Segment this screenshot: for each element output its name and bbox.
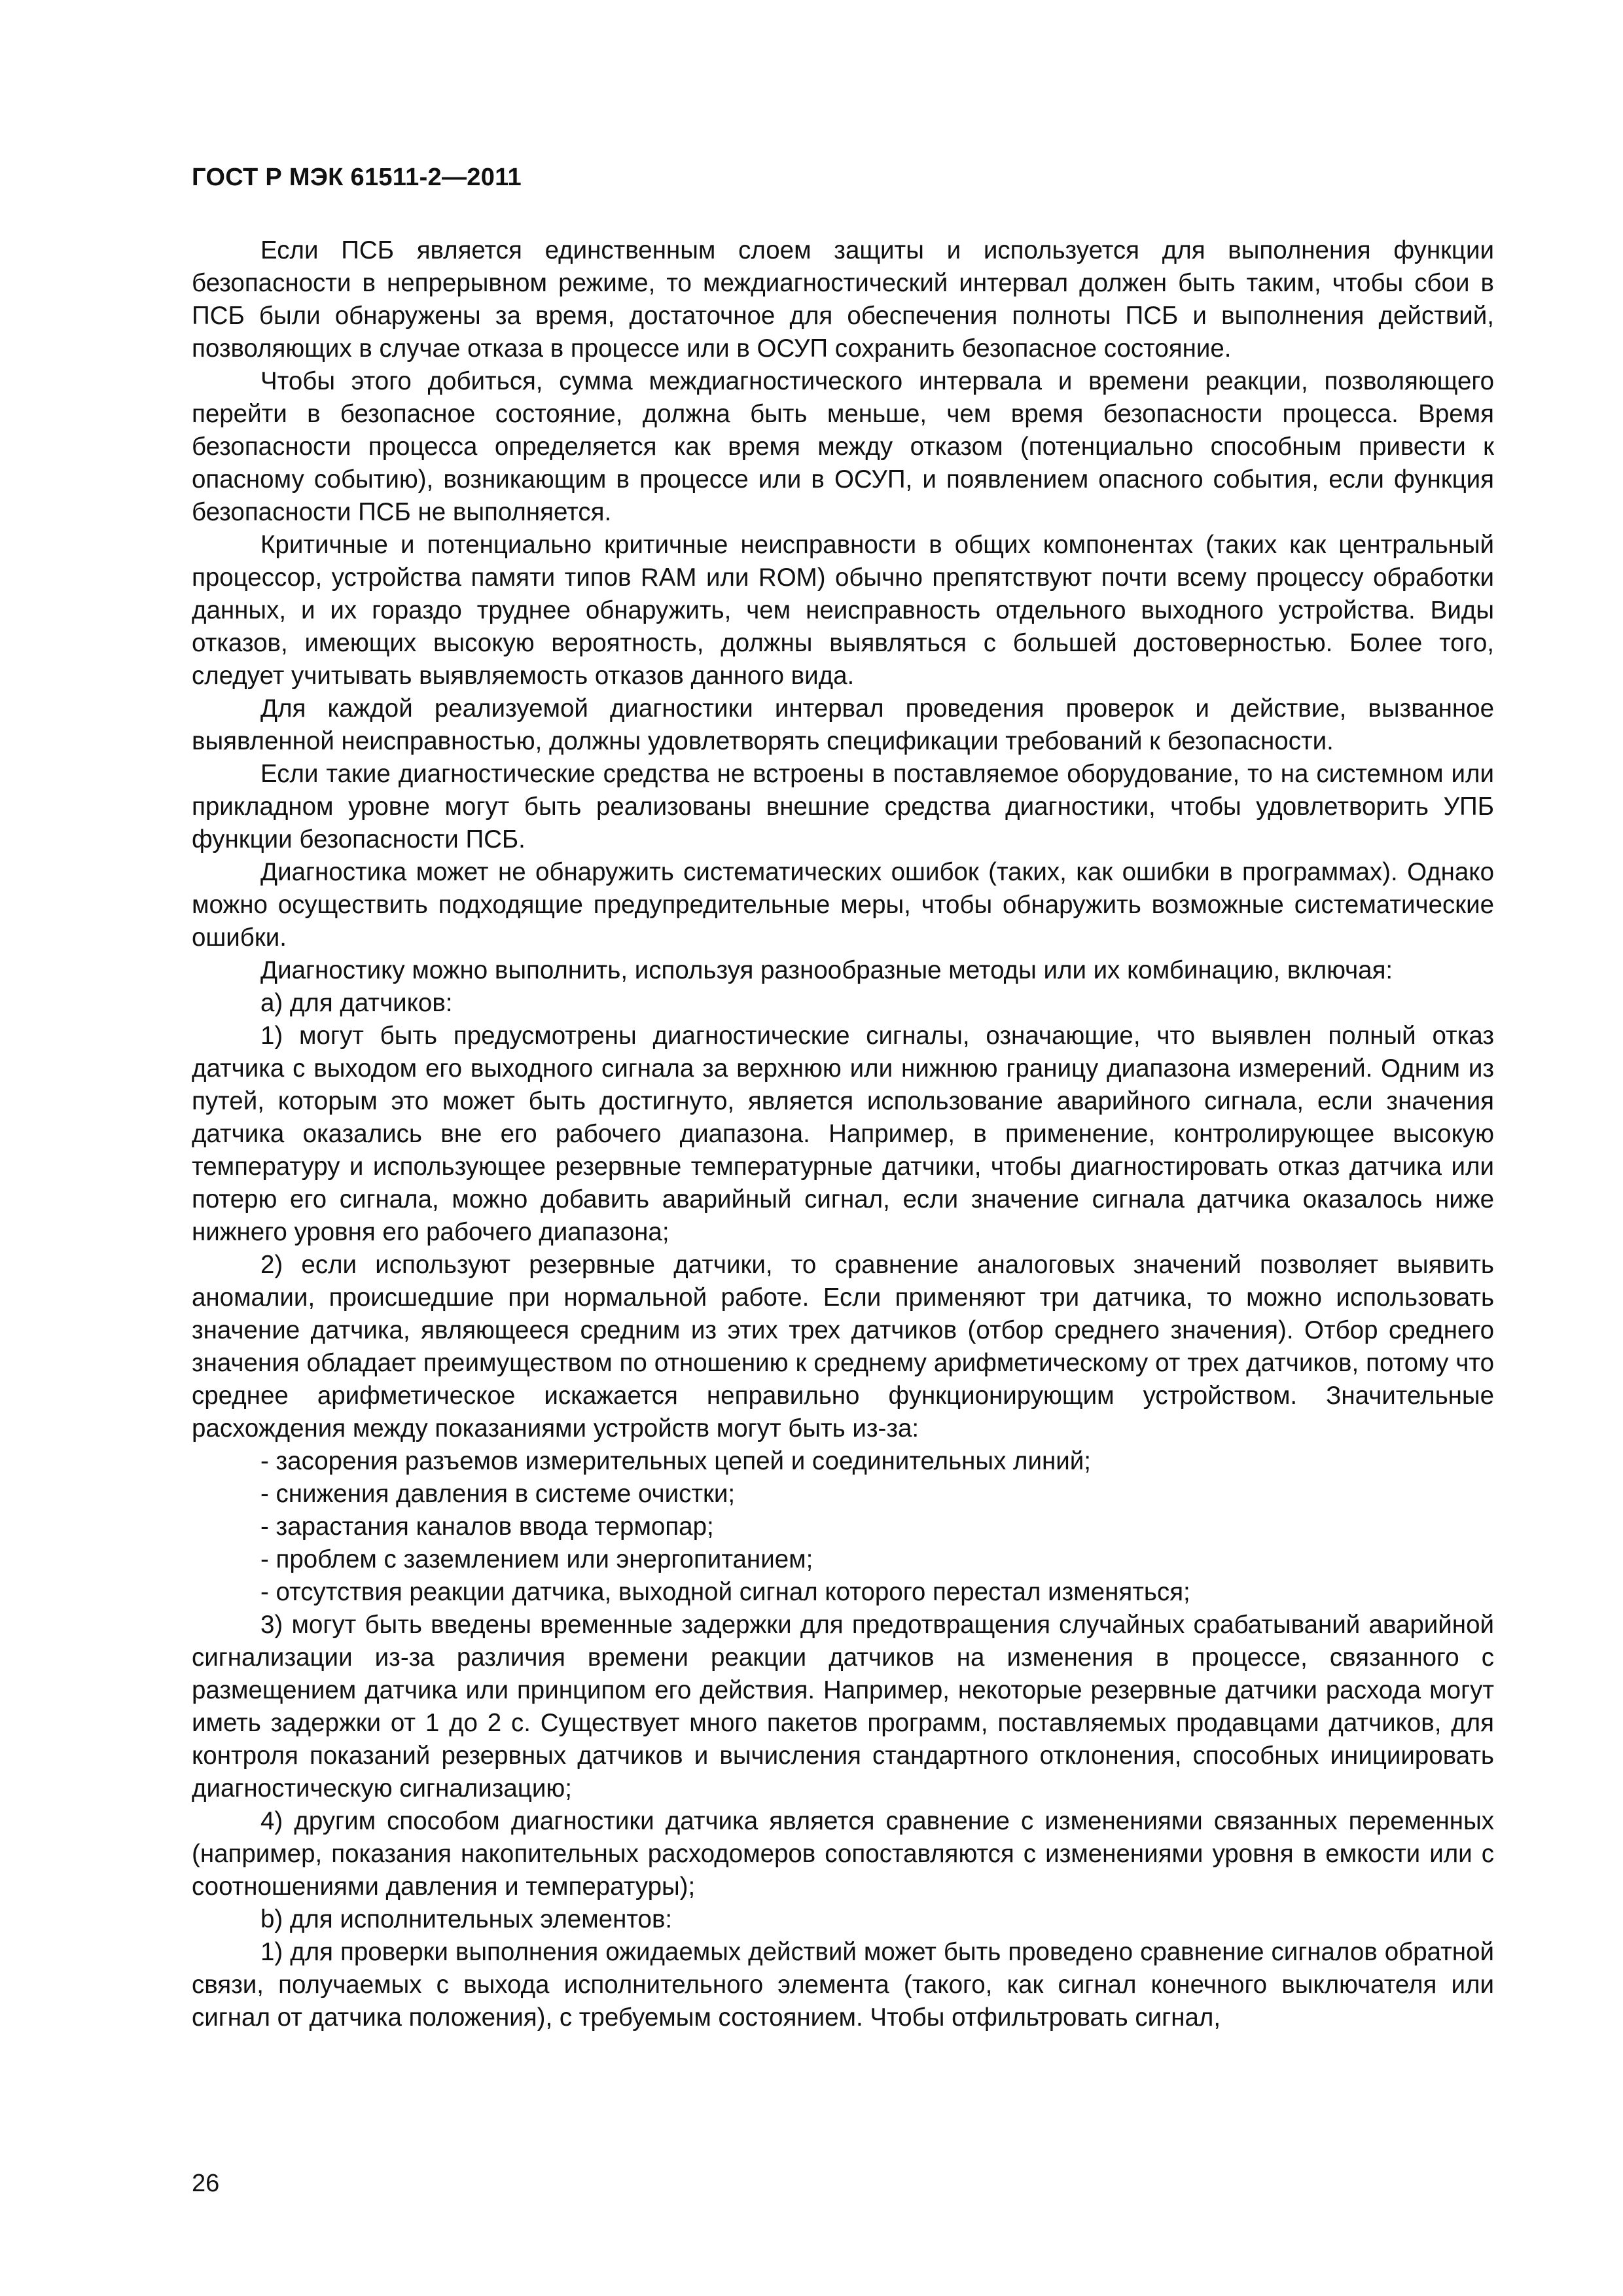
paragraph: Для каждой реализуемой диагностики интервал проведения проверок и действие, вызванное выявленной неисправностью, должны удовлетворять спецификации требований к безопасности.	[192, 694, 1494, 755]
bullet-item: - снижения давления в системе очистки;	[260, 1480, 736, 1508]
bullet-item: - проблем с заземлением или энергопитанием;	[260, 1545, 813, 1573]
paragraph: Диагностика может не обнаружить систематических ошибок (таких, как ошибки в программах). Однако можно осуществить подходящие предупредительные меры, чтобы обнаружить возможные систематические ошибки.	[192, 858, 1494, 952]
list-item: 1) для проверки выполнения ожидаемых действий может быть проведено сравнение сигналов обратной связи, получаемых с выхода исполнительного элемента (такого, как сигнал конечного выключателя или сигнал от датчика положения), с требуемым состоянием. Чтобы отфильтровать сигнал,	[192, 1938, 1494, 2032]
paragraph: Критичные и потенциально критичные неисправности в общих компонентах (таких как центральный процессор, устройства памяти типов RAM или ROM) обычно препятствуют почти всему процессу обработки данных, и их гораздо труднее обнаружить, чем неисправность отдельного выходного устройства. Виды отказов, имеющих высокую вероятность, должны выявляться с большей достоверностью. Более того, следует учитывать выявляемость отказов данного вида.	[192, 531, 1494, 690]
page-number: 26	[192, 2170, 220, 2197]
bullet-item: - отсутствия реакции датчика, выходной сигнал которого перестал изменяться;	[260, 1578, 1190, 1606]
list-heading: b) для исполнительных элементов:	[260, 1905, 673, 1933]
list-item: 4) другим способом диагностики датчика является сравнение с изменениями связанных переменных (например, показания накопительных расходомеров сопоставляются с изменениями уровня в емкости или с соотношениями давления и температуры);	[192, 1807, 1494, 1901]
bullet-item: - зарастания каналов ввода термопар;	[260, 1513, 714, 1541]
paragraph: Чтобы этого добиться, сумма междиагностического интервала и времени реакции, позволяющего перейти в безопасное состояние, должна быть меньше, чем время безопасности процесса. Время безопасности процесса определяется как время между отказом (потенциально способным привести к опасному событию), возникающим в процессе или в ОСУП, и появлением опасного события, если функция безопасности ПСБ не выполняется.	[192, 367, 1494, 526]
paragraph: Диагностику можно выполнить, используя разнообразные методы или их комбинацию, включая:	[260, 956, 1393, 984]
bullet-item: - засорения разъемов измерительных цепей и соединительных линий;	[260, 1447, 1091, 1475]
list-item: 3) могут быть введены временные задержки для предотвращения случайных срабатываний аварийной сигнализации из-за различия времени реакции датчиков на изменения в процессе, связанного с размещением датчика или принципом его действия. Например, некоторые резервные датчики расхода могут иметь задержки от 1 до 2 с. Существует много пакетов программ, поставляемых продавцами датчиков, для контроля показаний резервных датчиков и вычисления стандартного отклонения, способных инициировать диагностическую сигнализацию;	[192, 1611, 1494, 1803]
list-item: 1) могут быть предусмотрены диагностические сигналы, означающие, что выявлен полный отказ датчика с выходом его выходного сигнала за верхнюю или нижнюю границу диапазона измерений. Одним из путей, которым это может быть достигнуто, является использование аварийного сигнала, если значения датчика оказались вне его рабочего диапазона. Например, в применение, контролирующее высокую температуру и использующее резервные температурные датчики, чтобы диагностировать отказ датчика или потерю его сигнала, можно добавить аварийный сигнал, если значение сигнала датчика оказалось ниже нижнего уровня его рабочего диапазона;	[192, 1022, 1494, 1246]
body-text	[192, 234, 1494, 2034]
list-item: 2) если используют резервные датчики, то сравнение аналоговых значений позволяет выявить аномалии, происшедшие при нормальной работе. Если применяют три датчика, то можно использовать значение датчика, являющееся средним из этих трех датчиков (отбор среднего значения). Отбор среднего значения обладает преимуществом по отношению к среднему арифметическому от трех датчиков, потому что среднее арифметическое искажается неправильно функционирующим устройством. Значительные расхождения между показаниями устройств могут быть из-за:	[192, 1251, 1494, 1443]
standard-header: ГОСТ Р МЭК 61511-2—2011	[192, 164, 522, 191]
list-heading: а) для датчиков:	[260, 989, 453, 1017]
paragraph: Если такие диагностические средства не встроены в поставляемое оборудование, то на системном или прикладном уровне могут быть реализованы внешние средства диагностики, чтобы удовлетворить УПБ функции безопасности ПСБ.	[192, 760, 1494, 853]
paragraph: Если ПСБ является единственным слоем защиты и используется для выполнения функции безопасности в непрерывном режиме, то междиагностический интервал должен быть таким, чтобы сбои в ПСБ были обнаружены за время, достаточное для обеспечения полноты ПСБ и выполнения действий, позволяющих в случае отказа в процессе или в ОСУП сохранить безопасное состояние.	[192, 236, 1494, 363]
